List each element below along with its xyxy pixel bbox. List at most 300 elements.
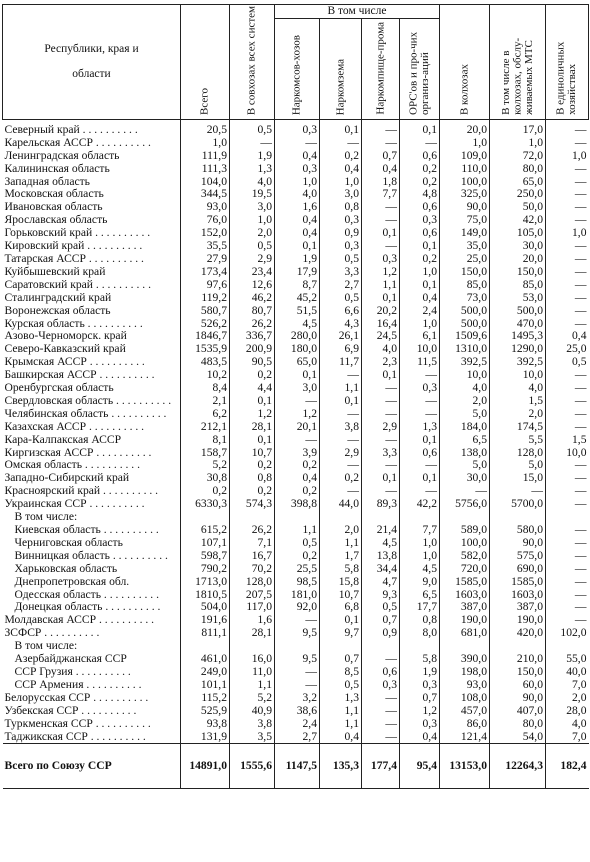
value-cell <box>440 511 490 524</box>
value-cell: 398,8 <box>275 498 320 511</box>
value-cell: 0,1 <box>320 614 362 627</box>
value-cell: — <box>546 305 589 318</box>
value-cell: 150,0 <box>440 266 490 279</box>
value-cell: 1603,0 <box>490 589 546 602</box>
value-cell: 1,0 <box>230 214 275 227</box>
value-cell: — <box>275 434 320 447</box>
table-row <box>3 356 589 369</box>
value-cell: 392,5 <box>490 356 546 369</box>
value-cell: 1,2 <box>230 408 275 421</box>
value-cell: 1,0 <box>546 227 589 240</box>
value-cell: 119,2 <box>181 292 230 305</box>
value-cell: 0,2 <box>400 176 440 189</box>
value-cell: 28,1 <box>230 627 275 640</box>
region-name: Ярославская область <box>4 214 108 227</box>
value-cell: 1713,0 <box>181 576 230 589</box>
value-cell: 4,5 <box>275 318 320 331</box>
value-cell: 582,0 <box>440 550 490 563</box>
table-row <box>3 705 589 718</box>
table-row <box>3 266 589 279</box>
value-cell: 1147,5 <box>275 744 320 789</box>
region-name: Днепропетровская обл. <box>14 575 130 588</box>
value-cell: — <box>546 395 589 408</box>
value-cell: — <box>362 705 400 718</box>
region-name: Ивановская область <box>4 201 103 214</box>
value-cell: 0,9 <box>320 227 362 240</box>
value-cell: 102,0 <box>546 627 589 640</box>
value-cell: 90,0 <box>490 692 546 705</box>
value-cell: 24,5 <box>362 330 400 343</box>
value-cell: — <box>362 459 400 472</box>
value-cell: 177,4 <box>362 744 400 789</box>
value-cell: 53,0 <box>490 292 546 305</box>
value-cell: 121,4 <box>440 731 490 744</box>
table-row <box>3 305 589 318</box>
value-cell: 0,5 <box>275 537 320 550</box>
value-cell: 1585,0 <box>440 576 490 589</box>
value-cell: 3,8 <box>230 718 275 731</box>
value-cell: — <box>230 137 275 150</box>
region-name: Туркменская ССР . . . . . . . . . . <box>4 717 151 730</box>
value-cell: 15,0 <box>490 472 546 485</box>
value-cell: 1,0 <box>400 550 440 563</box>
table-row <box>3 524 589 537</box>
header-region <box>3 5 181 120</box>
value-cell: 0,1 <box>320 395 362 408</box>
region-name: Московская область <box>4 188 104 201</box>
region-name: Свердловская область . . . . . . . . . . <box>4 394 172 407</box>
table-row <box>3 666 589 679</box>
value-cell: 9,5 <box>275 653 320 666</box>
value-cell: 90,0 <box>490 537 546 550</box>
region-name: Киргизская АССР . . . . . . . . . . <box>4 446 152 459</box>
value-cell: 615,2 <box>181 524 230 537</box>
value-cell: 0,2 <box>400 253 440 266</box>
value-cell: 210,0 <box>490 653 546 666</box>
value-cell: — <box>546 485 589 498</box>
value-cell: 35,0 <box>440 240 490 253</box>
value-cell: 280,0 <box>275 330 320 343</box>
value-cell: 40,0 <box>546 666 589 679</box>
table-row <box>3 240 589 253</box>
value-cell: 1,0 <box>320 176 362 189</box>
value-cell: 105,0 <box>490 227 546 240</box>
value-cell: 0,6 <box>362 666 400 679</box>
value-cell <box>275 640 320 653</box>
value-cell: — <box>546 163 589 176</box>
value-cell: 690,0 <box>490 563 546 576</box>
value-cell: 0,3 <box>320 214 362 227</box>
value-cell: 0,3 <box>275 119 320 136</box>
table-row <box>3 188 589 201</box>
value-cell: 4,8 <box>400 188 440 201</box>
value-cell: 4,7 <box>362 576 400 589</box>
value-cell: 184,0 <box>440 421 490 434</box>
value-cell: 0,2 <box>400 163 440 176</box>
value-cell: 0,3 <box>362 253 400 266</box>
value-cell: 150,0 <box>490 666 546 679</box>
value-cell: 0,6 <box>400 150 440 163</box>
value-cell: 0,1 <box>400 279 440 292</box>
value-cell: 10,0 <box>546 447 589 460</box>
value-cell: 457,0 <box>440 705 490 718</box>
table-row <box>3 692 589 705</box>
value-cell: — <box>362 718 400 731</box>
region-name: Крымская АССР . . . . . . . . . . <box>4 356 145 369</box>
table-row <box>3 511 589 524</box>
value-cell: 4,4 <box>230 382 275 395</box>
region-name: Башкирская АССР . . . . . . . . . . <box>4 369 155 382</box>
region-name: Донецкая область . . . . . . . . . . <box>14 601 161 614</box>
value-cell: 50,0 <box>490 201 546 214</box>
value-cell: 0,2 <box>230 485 275 498</box>
header-total: Всего <box>181 5 230 120</box>
value-cell: 0,9 <box>362 627 400 640</box>
value-cell: 65,0 <box>490 176 546 189</box>
header-group: В том числе <box>275 5 440 19</box>
value-cell: 0,1 <box>400 472 440 485</box>
value-cell: 4,0 <box>490 382 546 395</box>
value-cell: 1,0 <box>490 137 546 150</box>
value-cell: 54,0 <box>490 731 546 744</box>
value-cell: — <box>546 498 589 511</box>
value-cell: — <box>546 472 589 485</box>
value-cell: 158,7 <box>181 447 230 460</box>
table-row <box>3 176 589 189</box>
value-cell: — <box>320 459 362 472</box>
region-name: Саратовский край . . . . . . . . . . <box>4 278 151 291</box>
value-cell <box>181 640 230 653</box>
value-cell: 0,3 <box>400 679 440 692</box>
region-name: ССР Грузия . . . . . . . . . . <box>14 665 131 678</box>
value-cell: 9,7 <box>320 627 362 640</box>
value-cell: 9,5 <box>275 627 320 640</box>
value-cell: 0,3 <box>400 382 440 395</box>
value-cell: — <box>546 550 589 563</box>
value-cell: 35,5 <box>181 240 230 253</box>
value-cell: — <box>275 395 320 408</box>
value-cell: 51,5 <box>275 305 320 318</box>
value-cell: — <box>320 369 362 382</box>
value-cell: 589,0 <box>440 524 490 537</box>
header-region-line2: области <box>72 68 111 81</box>
total-row <box>3 744 589 789</box>
value-cell: — <box>546 119 589 136</box>
region-name: Сталинградский край <box>4 291 112 304</box>
value-cell: — <box>275 137 320 150</box>
value-cell: 1,6 <box>230 614 275 627</box>
value-cell: 1,9 <box>230 150 275 163</box>
value-cell: 92,0 <box>275 601 320 614</box>
value-cell: 1,3 <box>400 421 440 434</box>
value-cell: 200,9 <box>230 343 275 356</box>
value-cell: 100,0 <box>440 176 490 189</box>
table-row <box>3 119 589 136</box>
value-cell: 0,3 <box>400 214 440 227</box>
value-cell <box>320 511 362 524</box>
value-cell: 420,0 <box>490 627 546 640</box>
region-name: Харьковская область <box>14 562 118 575</box>
table-row <box>3 601 589 614</box>
value-cell: 25,0 <box>440 253 490 266</box>
value-cell: 5,8 <box>320 563 362 576</box>
header-individual: В единоличных хозяйствах <box>546 5 589 120</box>
value-cell: 7,7 <box>400 524 440 537</box>
table-row <box>3 731 589 744</box>
value-cell: 104,0 <box>181 176 230 189</box>
value-cell: 4,3 <box>320 318 362 331</box>
value-cell: — <box>546 279 589 292</box>
region-name: Кировский край . . . . . . . . . . <box>4 240 143 253</box>
value-cell: 131,9 <box>181 731 230 744</box>
value-cell: 2,1 <box>181 395 230 408</box>
value-cell: 111,3 <box>181 163 230 176</box>
value-cell: 1,5 <box>490 395 546 408</box>
value-cell: 7,0 <box>546 731 589 744</box>
value-cell: 11,0 <box>230 666 275 679</box>
value-cell: — <box>546 240 589 253</box>
value-cell <box>440 640 490 653</box>
region-name: Киевская область . . . . . . . . . . <box>14 524 159 536</box>
table-row <box>3 214 589 227</box>
value-cell: 12264,3 <box>490 744 546 789</box>
value-cell: — <box>362 653 400 666</box>
region-name: Одесская область . . . . . . . . . . <box>14 588 159 601</box>
value-cell: — <box>362 240 400 253</box>
region-name: Северо-Кавказский край <box>4 343 126 356</box>
header-narkomsovkhoz: Наркомсов-хозов <box>275 18 320 119</box>
value-cell: 182,4 <box>546 744 589 789</box>
value-cell: 1,0 <box>546 150 589 163</box>
region-name: Черниговская область <box>14 536 123 549</box>
value-cell: 8,5 <box>320 666 362 679</box>
region-name: ЗСФСР . . . . . . . . . . <box>4 627 100 640</box>
value-cell: 0,1 <box>400 119 440 136</box>
value-cell: 0,5 <box>320 253 362 266</box>
region-name: Азово-Черноморск. край <box>4 330 127 343</box>
value-cell: 4,5 <box>400 563 440 576</box>
value-cell: 1,9 <box>275 253 320 266</box>
region-name: Горьковский край . . . . . . . . . . <box>4 227 151 240</box>
table-row <box>3 408 589 421</box>
value-cell <box>490 511 546 524</box>
region-name: В том числе: <box>14 511 78 524</box>
value-cell: 212,1 <box>181 421 230 434</box>
region-name: Кара-Калпакская АССР <box>4 433 122 446</box>
value-cell: 20,5 <box>181 119 230 136</box>
value-cell: 1,1 <box>230 679 275 692</box>
value-cell: — <box>546 408 589 421</box>
value-cell: 5,2 <box>181 459 230 472</box>
value-cell: 9,0 <box>400 576 440 589</box>
value-cell: 13,8 <box>362 550 400 563</box>
value-cell: 0,4 <box>320 731 362 744</box>
value-cell: 86,0 <box>440 718 490 731</box>
value-cell: 3,3 <box>320 266 362 279</box>
value-cell: — <box>546 176 589 189</box>
value-cell: 336,7 <box>230 330 275 343</box>
value-cell: 2,4 <box>400 305 440 318</box>
value-cell: — <box>400 395 440 408</box>
value-cell: 0,4 <box>400 292 440 305</box>
value-cell: — <box>362 395 400 408</box>
value-cell: 2,9 <box>230 253 275 266</box>
value-cell: 90,0 <box>440 201 490 214</box>
value-cell: 8,7 <box>275 279 320 292</box>
table-row <box>3 679 589 692</box>
value-cell: — <box>546 253 589 266</box>
value-cell: 3,0 <box>275 382 320 395</box>
value-cell: 504,0 <box>181 601 230 614</box>
value-cell: 0,4 <box>362 163 400 176</box>
table-row <box>3 640 589 653</box>
region-name: Азербайджанская ССР <box>14 653 127 666</box>
value-cell: 17,0 <box>490 119 546 136</box>
region-name: Западно-Сибирский край <box>4 472 130 485</box>
table-row <box>3 485 589 498</box>
value-cell: 135,3 <box>320 744 362 789</box>
value-cell: 0,2 <box>230 369 275 382</box>
value-cell: 80,0 <box>490 163 546 176</box>
value-cell: 27,9 <box>181 253 230 266</box>
region-name: Узбекская ССР . . . . . . . . . . <box>4 704 137 717</box>
table-header <box>3 5 589 120</box>
value-cell: 1555,6 <box>230 744 275 789</box>
value-cell: 93,8 <box>181 718 230 731</box>
value-cell: 580,7 <box>181 305 230 318</box>
region-name: Всего по Союзу ССР <box>3 744 181 789</box>
value-cell: 89,3 <box>362 498 400 511</box>
value-cell: 0,2 <box>275 485 320 498</box>
value-cell: 1,5 <box>546 434 589 447</box>
table-row <box>3 434 589 447</box>
value-cell: 42,0 <box>490 214 546 227</box>
table-row <box>3 537 589 550</box>
value-cell: 500,0 <box>440 305 490 318</box>
value-cell: — <box>400 408 440 421</box>
value-cell: 7,1 <box>230 537 275 550</box>
value-cell: 93,0 <box>181 201 230 214</box>
value-cell: 0,1 <box>400 240 440 253</box>
value-cell: 2,7 <box>275 731 320 744</box>
value-cell: 3,9 <box>275 447 320 460</box>
value-cell: 72,0 <box>490 150 546 163</box>
value-cell: 0,1 <box>320 119 362 136</box>
statistics-table <box>2 4 589 789</box>
table-row <box>3 137 589 150</box>
value-cell: 1,1 <box>320 718 362 731</box>
table-body <box>3 119 589 789</box>
value-cell: 76,0 <box>181 214 230 227</box>
value-cell: 1,1 <box>275 524 320 537</box>
value-cell: — <box>546 421 589 434</box>
table-row <box>3 472 589 485</box>
value-cell: 5,0 <box>440 408 490 421</box>
value-cell <box>400 511 440 524</box>
region-name: Курская область . . . . . . . . . . <box>4 317 143 330</box>
value-cell: 101,1 <box>181 679 230 692</box>
value-cell: 11,7 <box>320 356 362 369</box>
region-name: Северный край . . . . . . . . . . <box>4 122 138 136</box>
value-cell: 0,5 <box>362 601 400 614</box>
table-row <box>3 550 589 563</box>
value-cell: 30,0 <box>440 472 490 485</box>
value-cell: 2,0 <box>230 227 275 240</box>
value-cell: 20,0 <box>490 253 546 266</box>
value-cell: 5,0 <box>490 459 546 472</box>
value-cell: — <box>400 485 440 498</box>
value-cell: 598,7 <box>181 550 230 563</box>
value-cell: 12,6 <box>230 279 275 292</box>
value-cell: 117,0 <box>230 601 275 614</box>
value-cell: 0,7 <box>320 653 362 666</box>
region-name: Омская область . . . . . . . . . . <box>4 459 140 472</box>
value-cell <box>400 640 440 653</box>
value-cell: 1535,9 <box>181 343 230 356</box>
table-row <box>3 447 589 460</box>
value-cell: — <box>440 485 490 498</box>
value-cell: 180,0 <box>275 343 320 356</box>
value-cell: — <box>320 485 362 498</box>
value-cell: 1,0 <box>400 537 440 550</box>
value-cell: 90,5 <box>230 356 275 369</box>
value-cell: 3,8 <box>320 421 362 434</box>
value-cell: 0,1 <box>362 369 400 382</box>
value-cell: 4,5 <box>362 537 400 550</box>
value-cell <box>546 640 589 653</box>
value-cell: 0,3 <box>320 240 362 253</box>
value-cell: 4,0 <box>275 188 320 201</box>
value-cell: 526,2 <box>181 318 230 331</box>
value-cell: 10,0 <box>490 369 546 382</box>
value-cell: 2,0 <box>320 524 362 537</box>
value-cell: 6,5 <box>440 434 490 447</box>
value-cell: 1,7 <box>320 550 362 563</box>
value-cell: 0,7 <box>362 614 400 627</box>
value-cell: 10,0 <box>400 343 440 356</box>
value-cell: 8,1 <box>181 434 230 447</box>
value-cell: 249,0 <box>181 666 230 679</box>
value-cell: 17,7 <box>400 601 440 614</box>
value-cell: 93,0 <box>440 679 490 692</box>
value-cell: 20,0 <box>440 119 490 136</box>
value-cell: 0,5 <box>230 240 275 253</box>
region-name: Ленинградская область <box>4 149 120 162</box>
value-cell: 0,3 <box>362 679 400 692</box>
value-cell: 198,0 <box>440 666 490 679</box>
region-name: В том числе: <box>14 640 78 653</box>
value-cell: 128,0 <box>230 576 275 589</box>
value-cell: — <box>546 292 589 305</box>
value-cell <box>275 511 320 524</box>
value-cell: — <box>546 524 589 537</box>
value-cell: 4,0 <box>362 343 400 356</box>
value-cell: 70,2 <box>230 563 275 576</box>
value-cell: 461,0 <box>181 653 230 666</box>
value-cell: 80,0 <box>490 718 546 731</box>
value-cell: — <box>362 408 400 421</box>
value-cell: 10,0 <box>440 369 490 382</box>
value-cell: 181,0 <box>275 589 320 602</box>
value-cell <box>490 640 546 653</box>
table-row <box>3 369 589 382</box>
value-cell: 1,1 <box>320 382 362 395</box>
value-cell: 128,0 <box>490 447 546 460</box>
value-cell: 0,1 <box>275 369 320 382</box>
value-cell: 0,1 <box>362 292 400 305</box>
value-cell: 30,8 <box>181 472 230 485</box>
value-cell: — <box>546 266 589 279</box>
